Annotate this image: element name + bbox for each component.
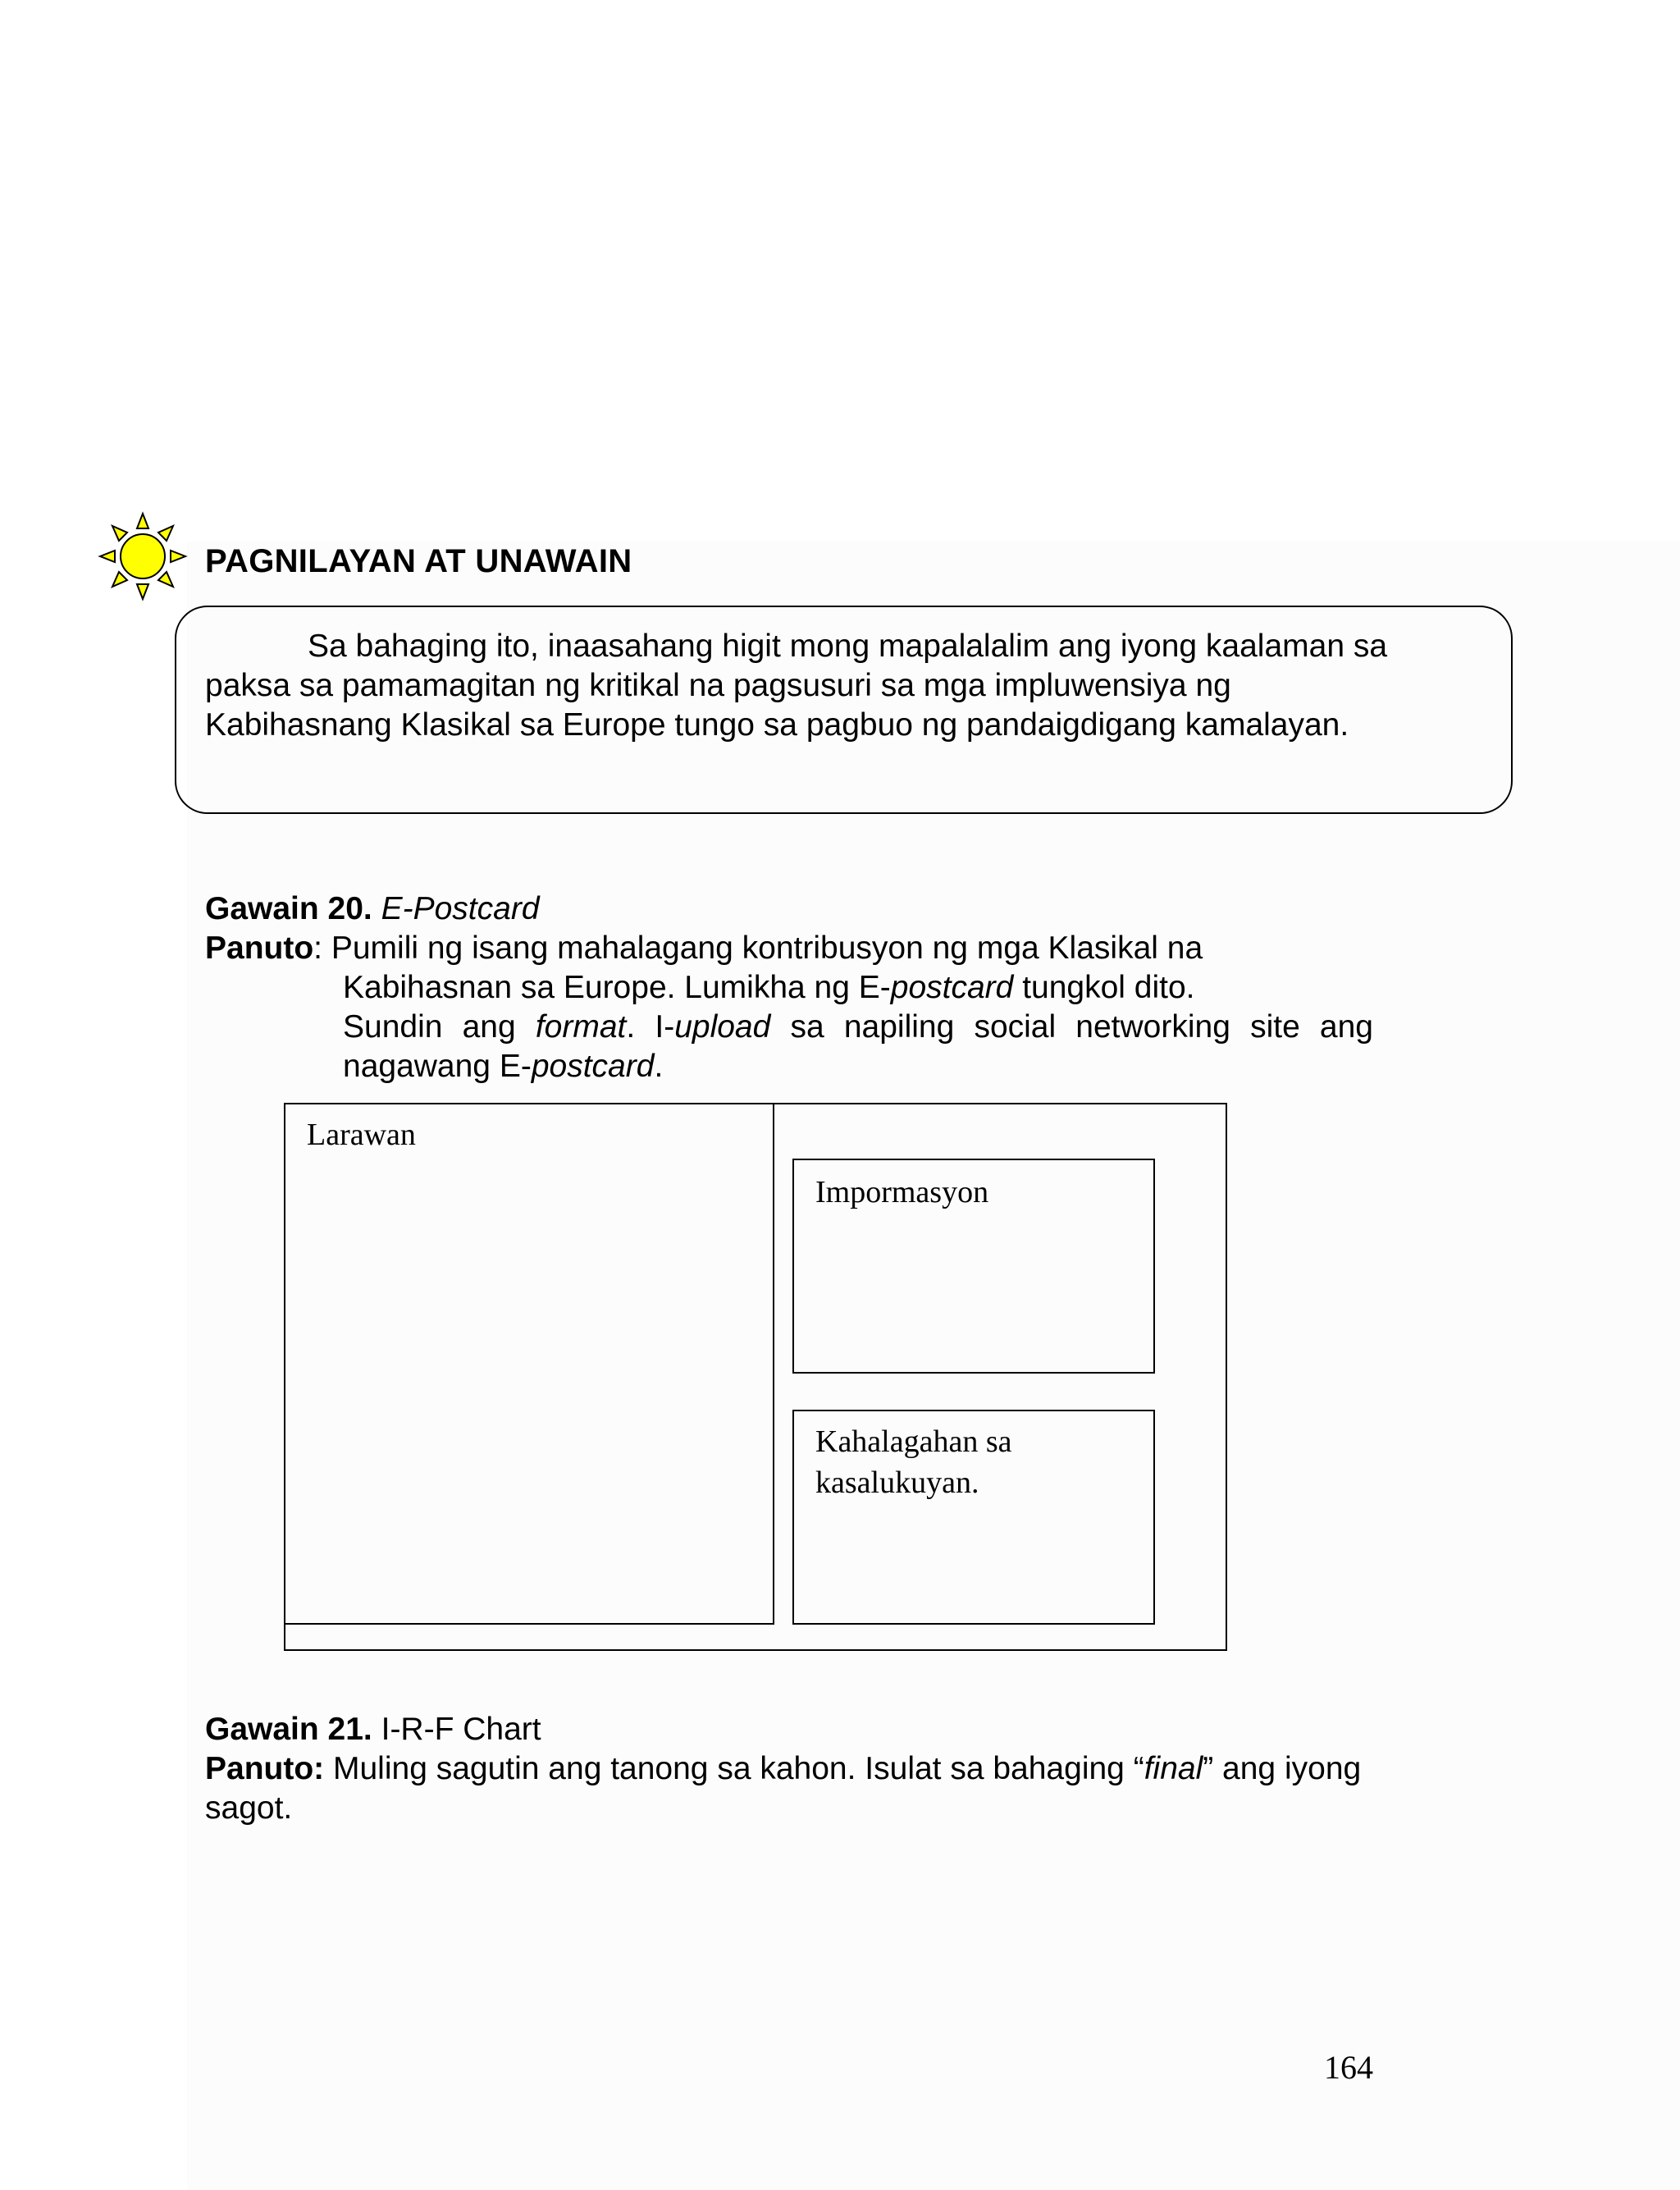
intro-line: paksa sa pamamagitan ng kritikal na pagsusuri sa mga impluwensiya ng <box>205 668 1231 703</box>
text-run: nagawang E- <box>343 1049 532 1084</box>
panuto-label: Panuto: <box>205 1751 325 1786</box>
picture-label: Larawan <box>307 1118 416 1152</box>
panuto-line <box>343 1047 1373 1086</box>
text-run: Sundin ang <box>343 1009 536 1045</box>
gawain-20-label: Gawain 20. <box>205 891 372 926</box>
text-run: . I- <box>626 1009 675 1045</box>
text-run: ” ang iyong sagot. <box>205 1751 1362 1826</box>
text-run: . <box>654 1049 664 1084</box>
text-run: format <box>535 1009 627 1045</box>
intro-line: Kabihasnang Klasikal sa Europe tungo sa pagbuo ng pandaigdigang kamalayan. <box>205 707 1349 743</box>
text-run: postcard <box>890 970 1014 1005</box>
text-run: sa napiling social networking site ang <box>790 1009 1373 1045</box>
gawain-20-name: E-Postcard <box>381 891 540 926</box>
panuto-text: : Pumili ng isang mahalagang kontribusyon ng mga Klasikal na <box>313 930 1203 966</box>
panuto-label: Panuto <box>205 930 314 966</box>
gawain-20-title <box>205 889 540 929</box>
text-run: Kabihasnan sa Europe. Lumikha ng E- <box>343 970 891 1005</box>
picture-box <box>284 1103 774 1625</box>
sun-icon <box>97 510 189 602</box>
text-run: postcard <box>531 1049 655 1084</box>
panuto-line <box>343 1008 1373 1047</box>
page-number: 164 <box>1324 2049 1373 2086</box>
gawain-21-title <box>205 1710 541 1749</box>
gawain-21-label: Gawain 21. <box>205 1712 372 1747</box>
information-label: Impormasyon <box>815 1175 989 1209</box>
text-run: upload <box>674 1009 771 1045</box>
intro-paragraph <box>205 627 1493 745</box>
gawain-20-instructions-continued <box>343 968 1373 1086</box>
gawain-20-instructions <box>205 929 1203 968</box>
text-run: Muling sagutin ang tanong sa kahon. Isulat sa bahaging “ <box>324 1751 1144 1786</box>
importance-label: Kahalagahan sa kasalukuyan. <box>815 1424 1012 1500</box>
gawain-21-name: I-R-F Chart <box>381 1712 541 1747</box>
intro-line: Sa bahaging ito, inaasahang higit mong mapalalalim ang iyong kaalaman sa <box>308 629 1388 664</box>
panuto-line <box>343 968 1373 1008</box>
text-run: final <box>1144 1751 1203 1786</box>
section-heading: PAGNILAYAN AT UNAWAIN <box>205 543 632 579</box>
text-run: tungkol dito. <box>1013 970 1195 1005</box>
gawain-21-instructions <box>205 1749 1370 1828</box>
